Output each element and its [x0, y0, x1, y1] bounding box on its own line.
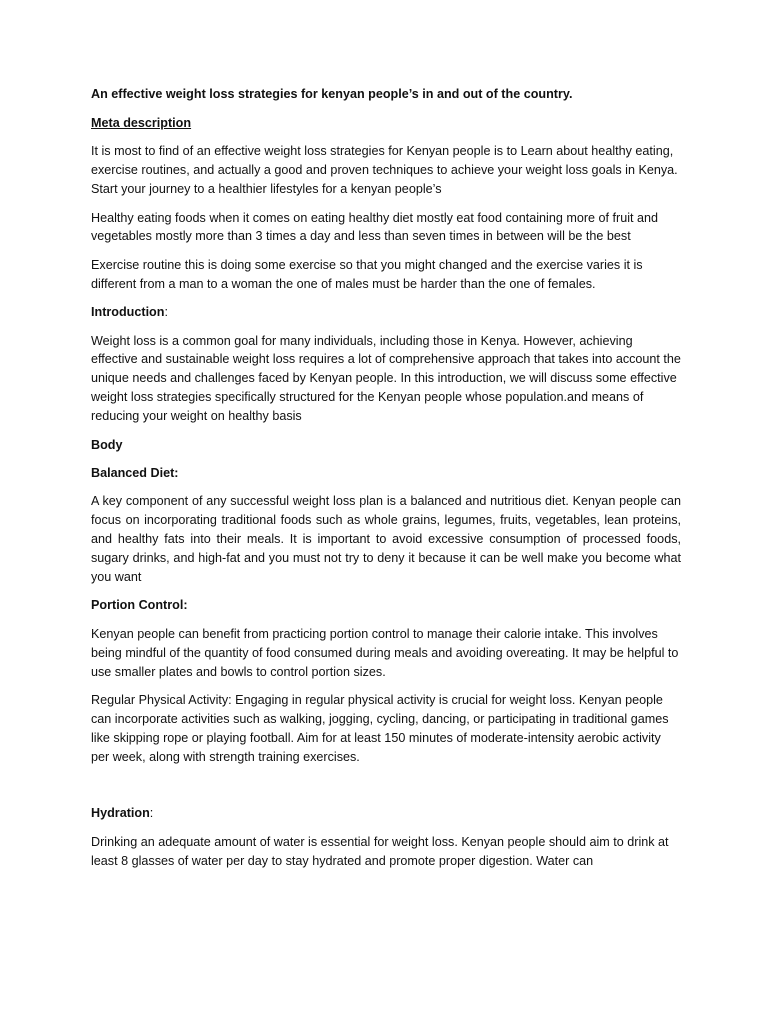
- document-page: [91, 85, 681, 880]
- hydration-paragraph: Drinking an adequate amount of water is essential for weight loss. Kenyan people should aim to drink at least 8 glasses of water per day to stay hydrated and promote proper digestion. Water can: [91, 834, 669, 868]
- introduction-heading-colon: :: [164, 305, 168, 320]
- hydration-heading: [91, 804, 681, 823]
- section-spacer: [91, 776, 681, 804]
- meta-heading-text: Meta description: [91, 115, 192, 130]
- exercise-routine-paragraph: Exercise routine this is doing some exercise so that you might changed and the exercise varies it is different from a man to a woman the one of males must be harder than the one of females.: [91, 257, 643, 291]
- introduction-heading: [91, 303, 681, 322]
- balanced-diet-heading: Balanced Diet:: [91, 466, 179, 480]
- hydration-heading-text: Hydration: [91, 806, 150, 821]
- hydration-heading-colon: :: [149, 806, 154, 821]
- document-title: An effective weight loss strategies for kenyan people’s in and out of the country.: [91, 87, 573, 101]
- balanced-diet-paragraph: A key component of any successful weight loss plan is a balanced and nutritious diet. Kenyan people can focus on incorporating traditional foods such as whole grains, legumes, fruits, vegetables, lean proteins, and healthy fats into their meals. It is important to avoid excessive consumption of processed foods, sugary drinks, and high-fat and you must not try to deny it because it can be well make you become what you want: [91, 494, 681, 585]
- healthy-eating-paragraph: Healthy eating foods when it comes on eating healthy diet mostly eat food containing more of fruit and vegetables mostly more than 3 times a day and less than seven times in between will be the best: [91, 210, 659, 244]
- portion-control-paragraph: Kenyan people can benefit from practicing portion control to manage their calorie intake. This involves being mindful of the quantity of food consumed during meals and avoiding overeating. It may be helpful to use smaller plates and bowls to control portion sizes.: [91, 626, 679, 679]
- portion-control-heading: Portion Control:: [91, 598, 188, 613]
- body-heading: Body: [91, 437, 123, 452]
- physical-activity-paragraph: Regular Physical Activity: Engaging in regular physical activity is crucial for weight loss. Kenyan people can incorporate activities such as walking, jogging, cycling, dancing, or participating in traditional games like skipping rope or playing football. Aim for at least 150 minutes of moderate-intensity aerobic activity per week, along with strength training exercises.: [91, 693, 669, 764]
- introduction-heading-text: Introduction: [91, 305, 165, 320]
- meta-description-heading: [91, 114, 681, 133]
- meta-description-paragraph: It is most to find of an effective weight loss strategies for Kenyan people is to Learn about healthy eating, exercise routines, and actually a good and proven techniques to achieve your weight loss goals in Kenya. Start your journey to a healthier lifestyles for a kenyan people’s: [91, 144, 678, 197]
- introduction-paragraph: Weight loss is a common goal for many individuals, including those in Kenya. However, achieving effective and sustainable weight loss requires a lot of comprehensive approach that takes into account the unique needs and challenges faced by Kenyan people. In this introduction, we will discuss some effective weight loss strategies specifically structured for the Kenyan people whose population.and means of reducing your weight on healthy basis: [91, 333, 681, 424]
